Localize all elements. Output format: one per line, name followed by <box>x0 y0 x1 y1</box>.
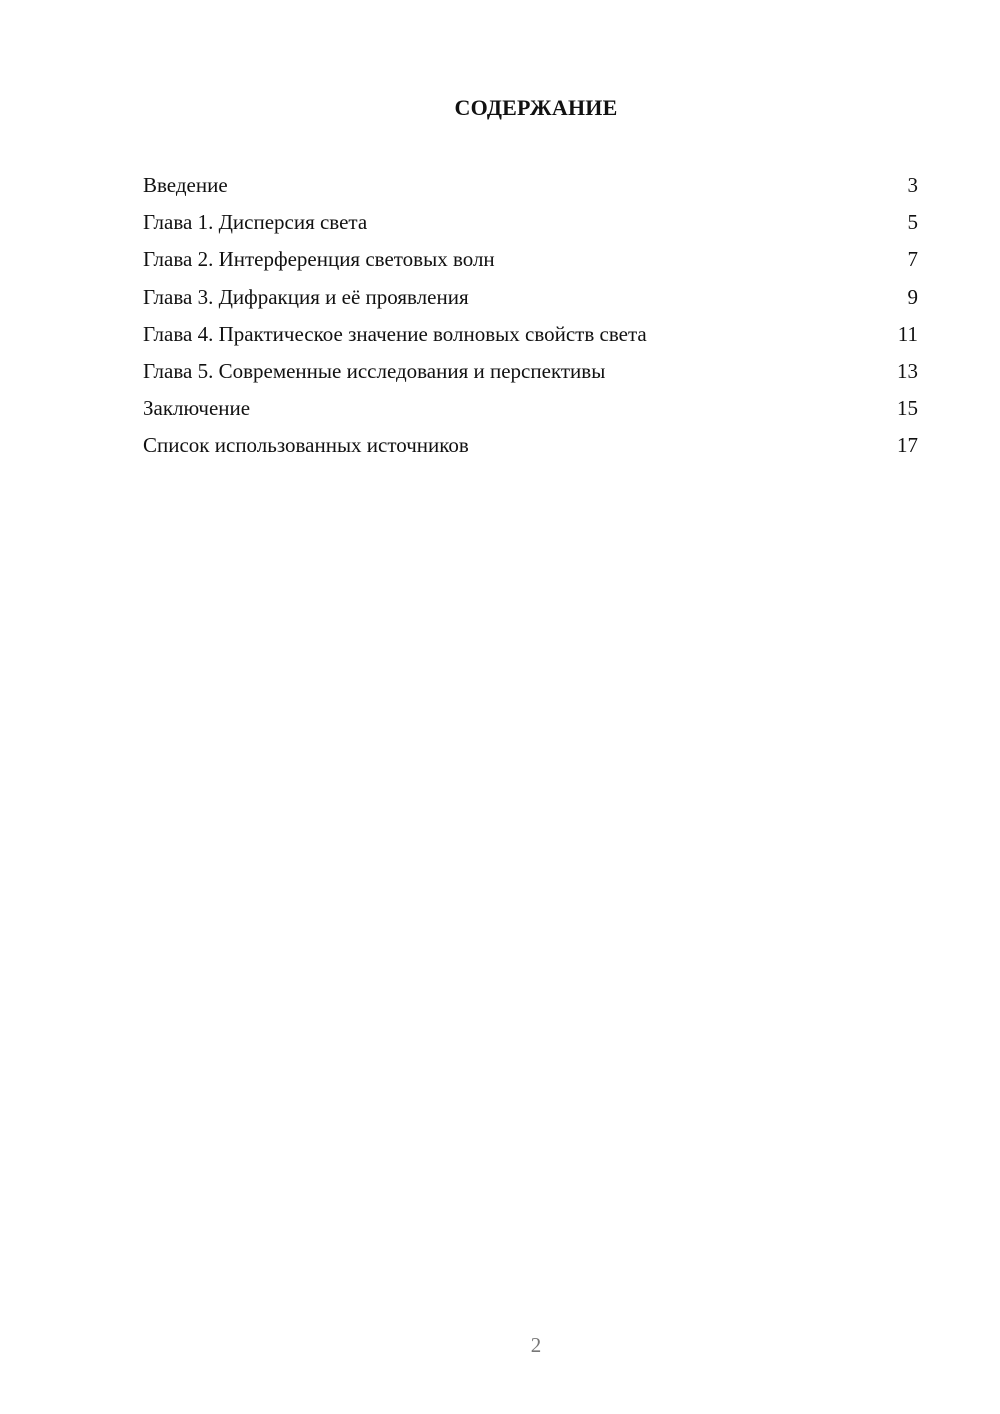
toc-entry-label: Введение <box>143 173 228 197</box>
toc-entry <box>143 353 918 390</box>
toc-entry-page: 13 <box>897 358 918 383</box>
toc-entry-page: 5 <box>907 210 918 235</box>
toc-entry-label: Заключение <box>143 396 251 421</box>
toc-entry <box>143 390 918 427</box>
toc-entry <box>143 241 918 278</box>
toc-entry <box>143 167 918 204</box>
toc-entry-page: 15 <box>897 396 918 421</box>
toc-entry-label: Список использованных источников <box>143 433 469 458</box>
toc-entry-page: 7 <box>907 247 918 272</box>
toc-entry <box>143 427 918 464</box>
toc-entry <box>143 316 918 353</box>
toc-entry-label: Глава 2. Интерференция световых волн <box>143 247 495 272</box>
table-of-contents <box>143 167 918 465</box>
toc-entry <box>143 279 918 316</box>
toc-entry-label: Глава 5. Современные исследования и перспективы <box>143 358 606 383</box>
toc-entry-page: 3 <box>907 173 918 197</box>
page-number: 2 <box>530 1333 542 1357</box>
toc-entry-page: 9 <box>907 284 918 309</box>
toc-entry-label: Глава 4. Практическое значение волновых свойств света <box>143 321 647 346</box>
toc-entry-page: 11 <box>897 321 918 346</box>
toc-entry-label: Глава 1. Дисперсия света <box>143 210 368 235</box>
toc-entry <box>143 204 918 241</box>
toc-title: СОДЕРЖАНИЕ <box>454 95 618 120</box>
toc-entry-label: Глава 3. Дифракция и её проявления <box>143 284 469 309</box>
toc-entry-page: 17 <box>897 433 918 458</box>
